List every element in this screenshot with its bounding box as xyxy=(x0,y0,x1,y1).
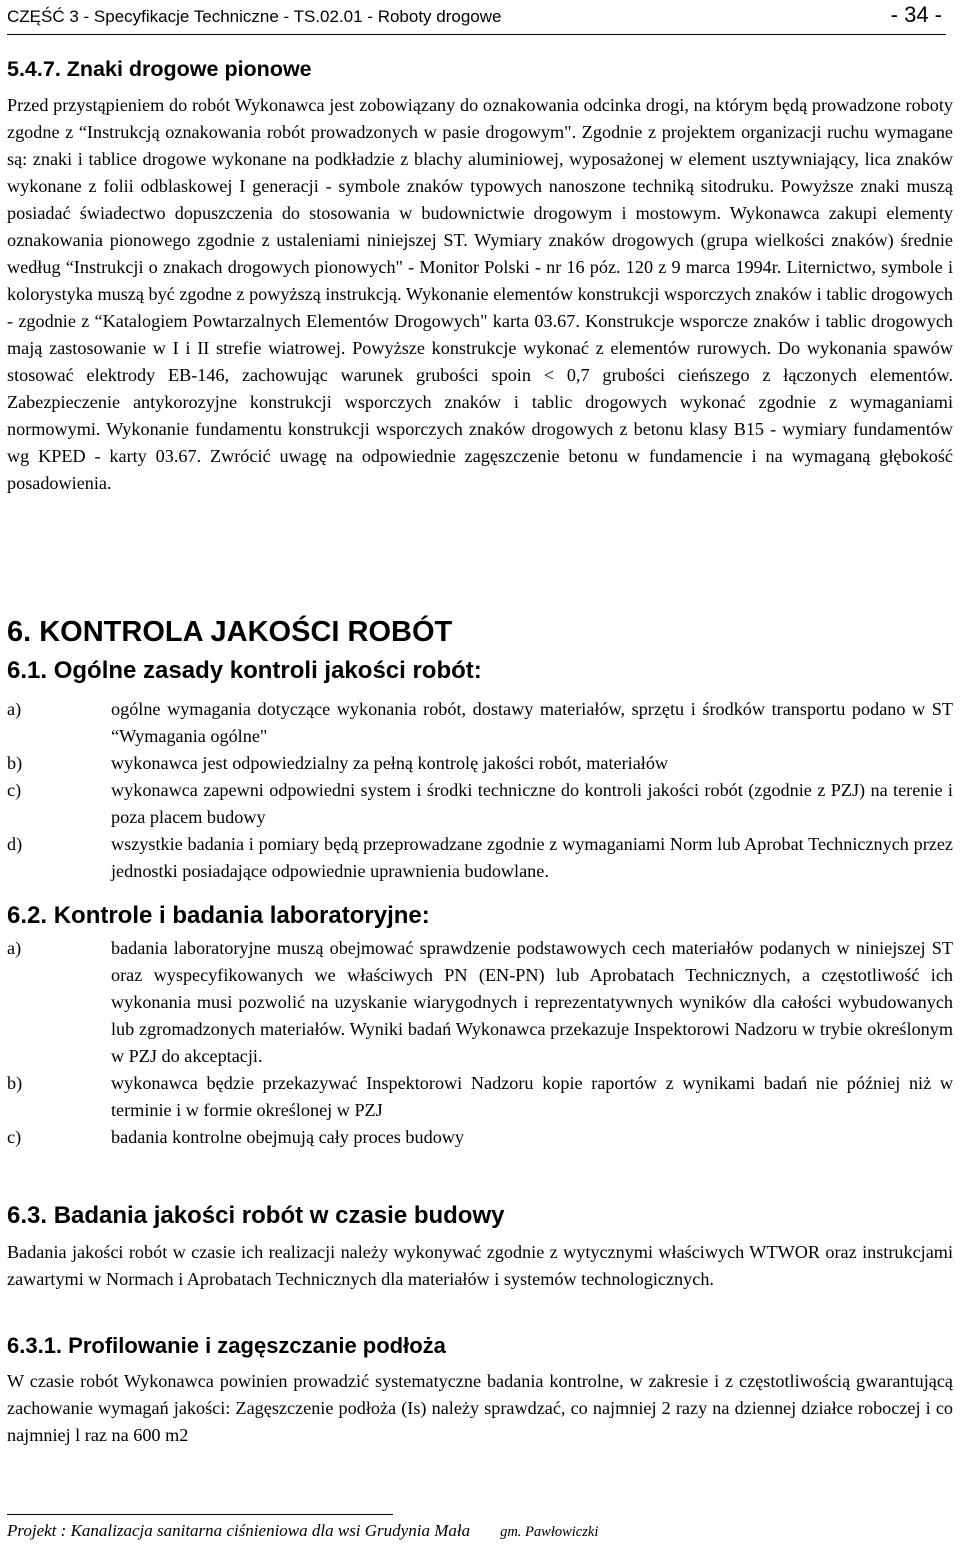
list-item-label: b) xyxy=(7,753,23,773)
section-6-3-1-heading: 6.3.1. Profilowanie i zagęszczanie podłoża xyxy=(7,1333,446,1358)
list-item xyxy=(7,750,953,777)
list-item xyxy=(7,696,953,750)
list-item-text: badania kontrolne obejmują cały proces budowy xyxy=(111,1127,465,1147)
section-6-3-paragraph: Badania jakości robót w czasie ich realizacji należy wykonywać zgodnie z wytycznymi właściwych WTWOR oraz instrukcjami zawartymi w Normach i Aprobatach Technicznych dla materiałów i systemów technologicznych. xyxy=(7,1242,953,1289)
list-item-label: d) xyxy=(7,834,23,854)
footer-client: gm. Pawłowiczki xyxy=(500,1524,599,1540)
list-item-label: c) xyxy=(7,780,22,800)
list-item-text: wszystkie badania i pomiary będą przeprowadzane zgodnie z wymaganiami Norm lub Aprobat Technicznych przez jednostki posiadające odpowiednie uprawnienia budowlane. xyxy=(111,834,953,881)
list-item-text: ogólne wymagania dotyczące wykonania robót, dostawy materiałów, sprzętu i środków transportu podano w ST “Wymagania ogólne" xyxy=(111,699,953,746)
footer-divider xyxy=(7,1514,393,1515)
section-6-3-heading: 6.3. Badania jakości robót w czasie budowy xyxy=(7,1202,505,1229)
page-number: - 34 - xyxy=(890,2,942,27)
list-item-text: wykonawca zapewni odpowiedni system i środki techniczne do kontroli jakości robót (zgodnie z PZJ) na terenie i poza placem budowy xyxy=(111,780,953,827)
section-6-2-list xyxy=(7,935,953,1151)
section-6-heading: 6. KONTROLA JAKOŚCI ROBÓT xyxy=(7,616,453,648)
section-6-2-heading: 6.2. Kontrole i badania laboratoryjne: xyxy=(7,902,430,929)
header-title: CZĘŚĆ 3 - Specyfikacje Techniczne - TS.02.01 - Roboty drogowe xyxy=(7,7,502,26)
section-5-4-7-paragraph: Przed przystąpieniem do robót Wykonawca jest zobowiązany do oznakowania odcinka drogi, na którym będą prowadzone roboty zgodne z “Instrukcją oznakowania robót prowadzonych w pasie drogowym". Zgodnie z projektem organizacji ruchu wymagane są: znaki i tablice drogowe wykonane na podkładzie z blachy aluminiowej, wyposażonej w element usztywniający, lica znaków wykonane z folii odblaskowej I generacji - symbole znaków typowych nanoszone techniką sitodruku. Powyższe znaki muszą posiadać świadectwo dopuszczenia do stosowania w budownictwie drogowym i mostowym. Wykonawca zakupi elementy oznakowania pionowego zgodnie z ustaleniami niniejszej ST. Wymiary znaków drogowych (grupa wielkości znaków) średnie według “Instrukcji o znakach drogowych pionowych" - Monitor Polski - nr 16 póz. 120 z 9 marca 1994r. Liternictwo, symbole i kolorystyka muszą być zgodne z powyższą instrukcją. Wykonanie elementów konstrukcji wsporczych znaków i tablic drogowych - zgodnie z “Katalogiem Powtarzalnych Elementów Drogowych" karta 03.67. Konstrukcje wsporcze znaków i tablic drogowych mają zastosowanie w I i II strefie wiatrowej. Powyższe konstrukcje wykonać z elementów rurowych. Do wykonania spawów stosować elektrody EB-146, zachowując warunek grubości spoin < 0,7 grubości cieńszego z łączonych elementów. Zabezpieczenie antykorozyjne konstrukcji wsporczych znaków i tablic drogowych wykonać zgodnie z wymaganiami normowymi. Wykonanie fundamentu konstrukcji wsporczych znaków drogowych z betonu klasy B15 - wymiary fundamentów wg KPED - karty 03.67. Zwrócić uwagę na odpowiednie zagęszczenie betonu w fundamencie i na wymaganą głębokość posadowienia. xyxy=(7,95,953,493)
list-item-text: badania laboratoryjne muszą obejmować sprawdzenie podstawowych cech materiałów podanych w niniejszej ST oraz wyspecyfikowanych we właściwych PN (EN-PN) lub Aprobatach Technicznych, a częstotliwość ich wykonania musi pozwolić na uzyskanie wiarygodnych i reprezentatywnych wyników dla całości wybudowanych lub zgromadzonych materiałów. Wyniki badań Wykonawca przekazuje Inspektorowi Nadzoru w trybie określonym w PZJ do akceptacji. xyxy=(111,938,953,1066)
section-6-1-list xyxy=(7,696,953,885)
list-item-label: a) xyxy=(7,938,22,958)
list-item-label: b) xyxy=(7,1073,23,1093)
list-item-label: c) xyxy=(7,1127,22,1147)
footer-project: Projekt : Kanalizacja sanitarna ciśnieniowa dla wsi Grudynia Mała xyxy=(7,1521,471,1540)
list-item xyxy=(7,777,953,831)
list-item xyxy=(7,935,953,1070)
section-6-1-heading: 6.1. Ogólne zasady kontroli jakości robót: xyxy=(7,657,482,684)
page-header xyxy=(7,4,946,30)
page-footer xyxy=(7,1520,598,1543)
list-item xyxy=(7,831,953,885)
header-divider xyxy=(7,34,946,35)
list-item-text: wykonawca jest odpowiedzialny za pełną kontrolę jakości robót, materiałów xyxy=(111,753,669,773)
list-item xyxy=(7,1124,953,1151)
list-item-text: wykonawca będzie przekazywać Inspektorowi Nadzoru kopie raportów z wynikami badań nie później niż w terminie i w formie określonej w PZJ xyxy=(111,1073,953,1120)
section-6-3-1-paragraph: W czasie robót Wykonawca powinien prowadzić systematyczne badania kontrolne, w zakresie i z częstotliwością gwarantującą zachowanie wymagań jakości: Zagęszczenie podłoża (Is) należy sprawdzać, co najmniej 2 razy na dziennej działce roboczej i co najmniej l raz na 600 m2 xyxy=(7,1371,953,1445)
section-5-4-7-heading: 5.4.7. Znaki drogowe pionowe xyxy=(7,57,312,81)
list-item xyxy=(7,1070,953,1124)
list-item-label: a) xyxy=(7,699,22,719)
